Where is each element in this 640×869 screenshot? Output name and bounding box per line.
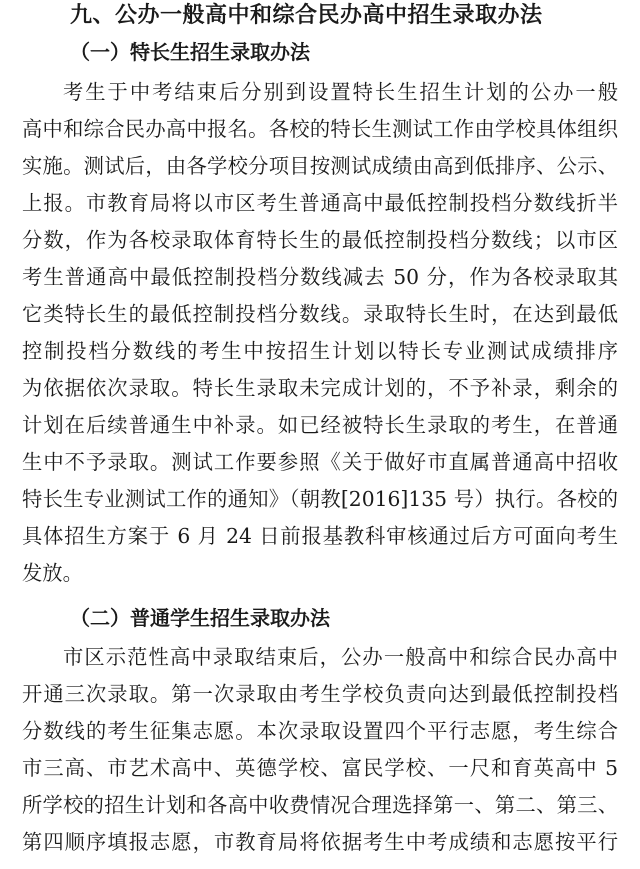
paragraph-line: 市区示范性高中录取结束后，公办一般高中和综合民办高中 xyxy=(63,645,618,669)
paragraph-line: 开通三次录取。第一次录取由考生学校负责向达到最低控制投档 xyxy=(22,682,618,706)
subsection-heading-regular-students: （二）普通学生招生录取办法 xyxy=(70,606,330,630)
paragraph-line: 生中不予录取。测试工作要参照《关于做好市直属普通高中招收 xyxy=(22,450,618,474)
paragraph-line: 考生于中考结束后分别到设置特长生招生计划的公办一般 xyxy=(63,80,618,104)
paragraph-line: 市三高、市艺术高中、英德学校、富民学校、一尺和育英高中 5 xyxy=(22,756,618,780)
section-heading: 九、公办一般高中和综合民办高中招生录取办法 xyxy=(70,3,543,28)
paragraph-line: 控制投档分数线的考生中按招生计划以特长专业测试成绩排序 xyxy=(22,339,618,363)
paragraph-line: 特长生专业测试工作的通知》（朝教[2016]135 号）执行。各校的 xyxy=(22,487,618,511)
paragraph-line: 它类特长生的最低控制投档分数线。录取特长生时，在达到最低 xyxy=(22,302,618,326)
paragraph-line: 高中和综合民办高中报名。各校的特长生测试工作由学校具体组织 xyxy=(22,117,618,141)
paragraph-line: 第四顺序填报志愿，市教育局将依据考生中考成绩和志愿按平行 xyxy=(22,830,618,854)
paragraph-line: 分数，作为各校录取体育特长生的最低控制投档分数线；以市区 xyxy=(22,228,618,252)
paragraph-line: 计划在后续普通生中补录。如已经被特长生录取的考生，在普通 xyxy=(22,413,618,437)
paragraph-line: 上报。市教育局将以市区考生普通高中最低控制投档分数线折半 xyxy=(22,191,618,215)
paragraph-line: 分数线的考生征集志愿。本次录取设置四个平行志愿，考生综合 xyxy=(22,719,618,743)
paragraph-line: 具体招生方案于 6 月 24 日前报基教科审核通过后方可面向考生 xyxy=(22,524,618,548)
paragraph-line: 为依据依次录取。特长生录取未完成计划的，不予补录，剩余的 xyxy=(22,376,618,400)
paragraph-line: 所学校的招生计划和各高中收费情况合理选择第一、第二、第三、 xyxy=(22,793,618,817)
paragraph-line: 考生普通高中最低控制投档分数线减去 50 分，作为各校录取其 xyxy=(22,265,618,289)
paragraph-line: 实施。测试后，由各学校分项目按测试成绩由高到低排序、公示、 xyxy=(22,154,618,178)
paragraph-line: 发放。 xyxy=(22,561,83,585)
subsection-heading-special-talent: （一）特长生招生录取办法 xyxy=(70,40,310,64)
